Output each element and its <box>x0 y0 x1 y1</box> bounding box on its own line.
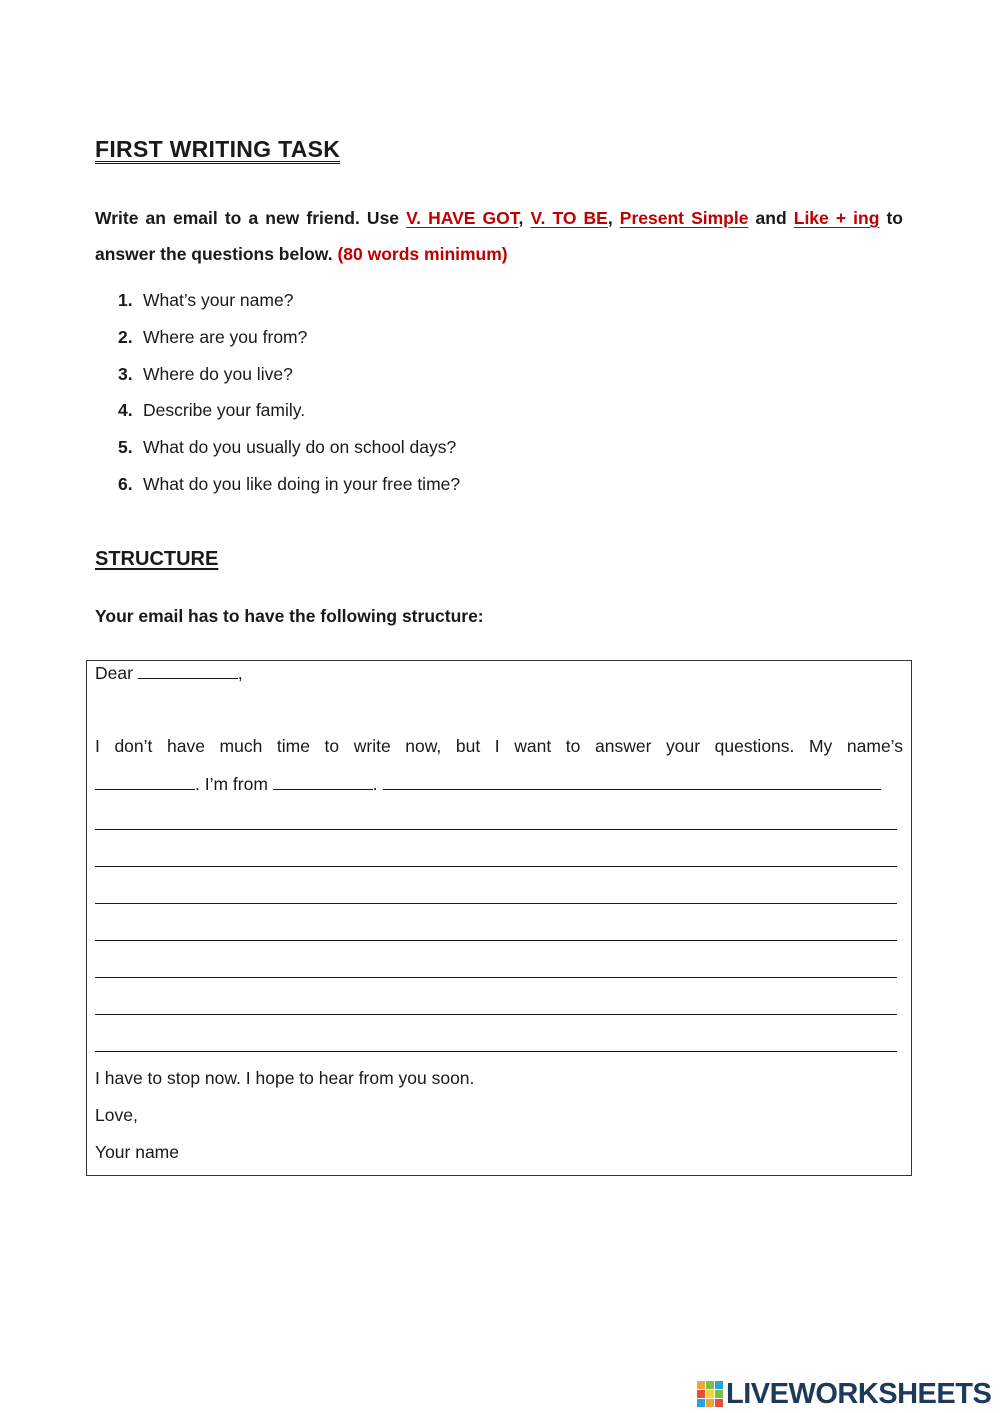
question-number: 4. <box>118 400 133 421</box>
instructions-text: to answer the questions below. <box>95 208 903 264</box>
list-item <box>118 397 460 434</box>
greeting-line <box>95 662 243 684</box>
greeting-text: Dear <box>95 663 133 683</box>
task-instructions <box>95 200 903 272</box>
list-item <box>118 361 460 398</box>
recipient-blank[interactable] <box>138 662 238 679</box>
page-title: FIRST WRITING TASK <box>95 136 341 162</box>
logo-text: LIVEWORKSHEETS <box>726 1377 992 1410</box>
conjunction: and <box>748 208 794 228</box>
closing-line: I have to stop now. I hope to hear from you soon. <box>95 1068 475 1088</box>
separator: , <box>518 208 531 228</box>
email-body-line: I don’t have much time to write now, but I want to answer your questions. My name’s <box>95 736 903 756</box>
signature: Your name <box>95 1142 179 1162</box>
from-text: . I’m from <box>195 774 268 794</box>
question-text: Where are you from? <box>143 326 308 347</box>
grammar-term-present-simple: Present Simple <box>619 208 749 228</box>
question-list <box>118 287 460 508</box>
email-blanks-line <box>95 773 881 795</box>
answer-blank[interactable] <box>383 773 881 790</box>
instructions-text: Write an email to a new friend. Use <box>95 208 407 228</box>
writing-line[interactable] <box>95 903 897 904</box>
separator: , <box>607 208 620 228</box>
grammar-term-to-be: V. TO BE <box>530 208 608 228</box>
writing-line[interactable] <box>95 1014 897 1015</box>
structure-subheading: Your email has to have the following structure: <box>95 606 484 626</box>
list-item <box>118 287 460 324</box>
sign-off: Love, <box>95 1105 138 1125</box>
question-number: 3. <box>118 363 133 384</box>
question-number: 5. <box>118 437 133 458</box>
question-number: 6. <box>118 473 133 494</box>
question-number: 1. <box>118 290 133 310</box>
grammar-term-have-got: V. HAVE GOT <box>406 208 519 228</box>
word-minimum: (80 words minimum) <box>337 244 508 264</box>
question-text: What do you like doing in your free time? <box>143 473 461 494</box>
question-number: 2. <box>118 326 133 347</box>
question-text: What do you usually do on school days? <box>143 437 457 458</box>
comma: , <box>237 663 243 683</box>
question-text: Describe your family. <box>143 400 306 421</box>
question-text: What’s your name? <box>143 290 294 310</box>
writing-line[interactable] <box>95 1051 897 1052</box>
name-blank[interactable] <box>95 773 195 790</box>
writing-line[interactable] <box>95 940 897 941</box>
question-text: Where do you live? <box>143 363 293 384</box>
period: . <box>372 774 378 794</box>
logo-icon <box>697 1381 723 1407</box>
writing-line[interactable] <box>95 829 897 830</box>
list-item <box>118 434 460 471</box>
structure-heading: STRUCTURE <box>95 548 219 570</box>
list-item <box>118 471 460 508</box>
grammar-term-like-ing: Like + ing <box>793 208 880 228</box>
list-item <box>118 324 460 361</box>
writing-line[interactable] <box>95 977 897 978</box>
country-blank[interactable] <box>273 773 373 790</box>
liveworksheets-logo <box>697 1378 991 1410</box>
writing-line[interactable] <box>95 866 897 867</box>
